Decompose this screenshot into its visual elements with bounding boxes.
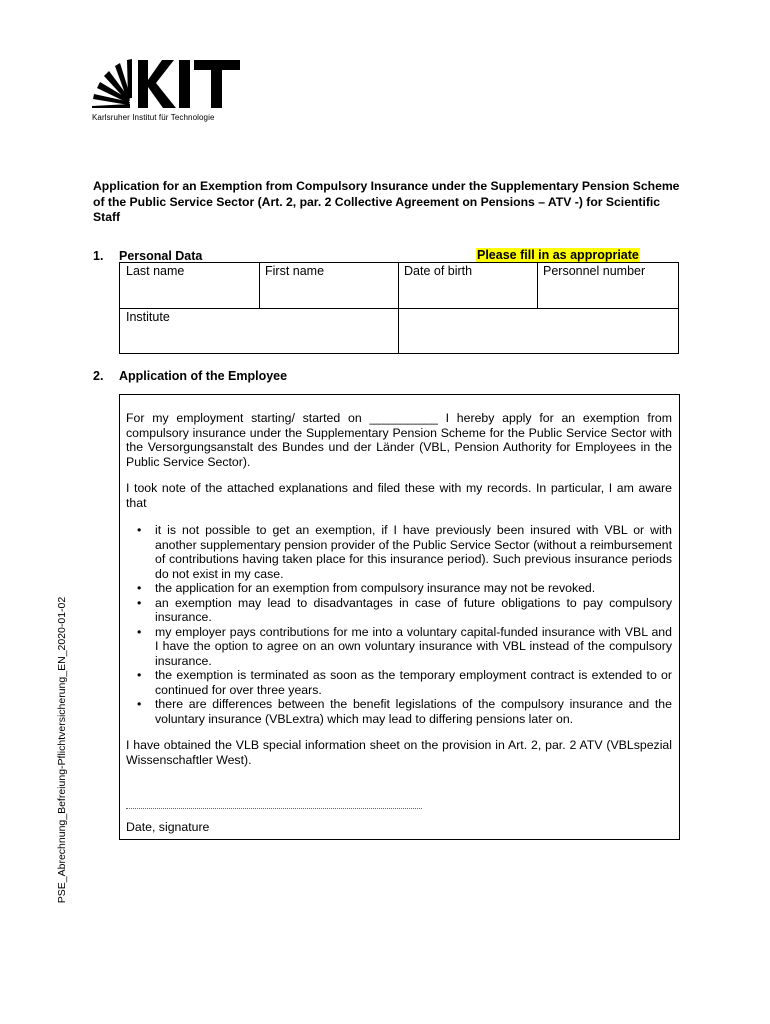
list-item: • it is not possible to get an exemption, if I have previously been insured with VBL or with another supplementary pension provider of the Public Service Sector (without a reimbursement of contributions having taken place for this insurance period). Such previous insurance periods do not exist in my case. [137, 523, 672, 581]
list-item: • my employer pays contributions for me into a voluntary capital-funded insurance with VBL and I have the option to agree on an own voluntary insurance with VBL instead of the compulsory insurance. [137, 624, 672, 668]
signature-label: Date, signature [126, 820, 210, 834]
last-name-label: Last name [126, 264, 185, 278]
section2-number: 2. [93, 369, 104, 383]
first-name-field[interactable] [259, 263, 398, 308]
institute-value-field[interactable] [398, 309, 678, 353]
section1-number: 1. [93, 249, 104, 263]
date-of-birth-field[interactable] [398, 263, 537, 308]
bullet-icon: • [137, 668, 142, 682]
list-item: • there are differences between the benefit legislations of the compulsory insurance and the voluntary insurance (VBLextra) which may lead to differing pensions later on. [137, 697, 672, 726]
list-item: • an exemption may lead to disadvantages in case of future obligations to pay compulsory insurance. [137, 595, 672, 624]
info-sheet-paragraph: I have obtained the VLB special information sheet on the provision in Art. 2, par. 2 ATV (VBLspezial Wissenschaftler West). [126, 738, 672, 767]
logo-subtitle: Karlsruher Institut für Technologie [92, 113, 215, 122]
bullet-icon: • [137, 595, 142, 610]
bullet-icon: • [137, 581, 142, 595]
document-reference: PSE_Abrechnung_Befreiung-Pflichtversicherung_EN_2020-01-02 [56, 596, 68, 904]
personnel-number-field[interactable] [537, 263, 678, 308]
bullet-icon: • [137, 697, 142, 711]
section1-heading: Personal Data [119, 249, 203, 263]
document-title: Application for an Exemption from Compulsory Insurance under the Supplementary Pension Scheme of the Public Service Sector (Art. 2, par. 2 Collective Agreement on Pensions – ATV -) for Scientific Staff [93, 179, 680, 224]
institute-label: Institute [126, 310, 170, 324]
list-item: • the exemption is terminated as soon as the temporary employment contract is extended to or continued for over three years. [137, 668, 672, 697]
personal-data-table [119, 262, 679, 354]
bullet-icon: • [137, 523, 142, 537]
personnel-number-label: Personnel number [543, 264, 646, 278]
acknowledgement-paragraph: I took note of the attached explanations and filed these with my records. In particular, I am aware that [126, 481, 672, 510]
last-name-field[interactable] [120, 263, 259, 308]
fill-in-hint: Please fill in as appropriate [477, 248, 639, 262]
list-item: • the application for an exemption from compulsory insurance may not be revoked. [137, 581, 596, 595]
signature-line[interactable] [126, 808, 422, 809]
application-paragraph: For my employment starting/ started on __________ I hereby apply for an exemption from compulsory insurance under the Supplementary Pension Scheme for the Public Service Sector with the Versorgungsanstalt des Bundes und der Länder (VBL, Pension Authority for Employees in the Public Service Sector). [126, 411, 672, 469]
awareness-list [135, 523, 672, 726]
institute-field[interactable] [120, 309, 398, 353]
bullet-icon: • [137, 624, 142, 639]
section2-heading: Application of the Employee [119, 369, 288, 383]
first-name-label: First name [265, 264, 325, 278]
date-of-birth-label: Date of birth [404, 264, 473, 278]
